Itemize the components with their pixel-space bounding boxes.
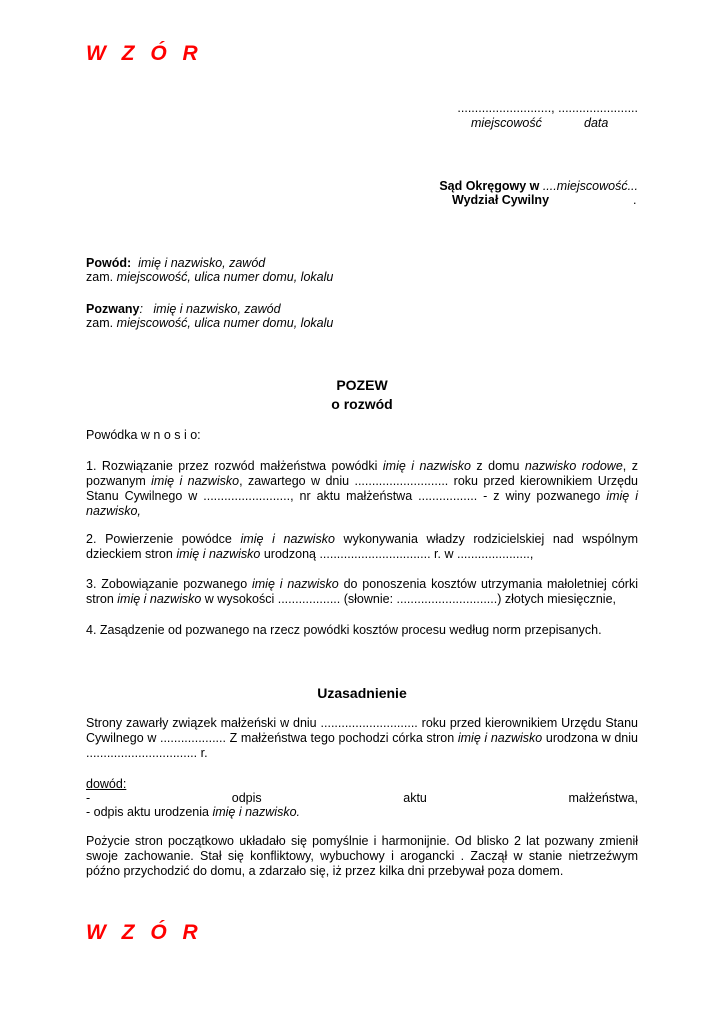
ev1-word-1: odpis bbox=[231, 791, 262, 805]
r1-text-b: imię i nazwisko bbox=[382, 459, 471, 473]
defendant-address-line bbox=[86, 316, 333, 331]
r1-text-h: imię i nazwisko bbox=[86, 489, 639, 518]
doc-subtitle: o rozwód bbox=[331, 396, 393, 412]
defendant-colon: : bbox=[139, 302, 143, 316]
watermark-top: W Z Ó R bbox=[86, 42, 203, 65]
justification-p1 bbox=[86, 716, 638, 761]
request-3 bbox=[86, 577, 638, 607]
date-label: data bbox=[584, 116, 609, 130]
plaintiff-address: miejscowość, ulica numer domu, lokalu bbox=[116, 270, 334, 284]
court-line bbox=[340, 179, 638, 194]
r2-text-d: imię i nazwisko bbox=[176, 547, 261, 561]
request-2 bbox=[86, 532, 638, 562]
ev1-word-3: małżeństwa, bbox=[568, 791, 638, 805]
ev2-text-c: . bbox=[296, 805, 301, 819]
ev2-text-b: imię i nazwisko bbox=[212, 805, 297, 819]
court-name: Sąd Okręgowy w bbox=[439, 179, 540, 193]
watermark-bottom: W Z Ó R bbox=[86, 921, 203, 944]
request-intro: Powódka w n o s i o: bbox=[86, 428, 201, 442]
r1-text-c: z domu bbox=[470, 459, 525, 473]
ev1-dash: - bbox=[86, 791, 91, 805]
court-place: ....miejscowość... bbox=[542, 179, 638, 193]
place-label: miejscowość bbox=[471, 116, 542, 130]
r1-text-a: 1. Rozwiązanie przez rozwód małżeństwa powódki bbox=[86, 459, 383, 473]
r2-text-a: 2. Powierzenie powódce bbox=[86, 532, 241, 546]
evidence-2 bbox=[86, 805, 300, 820]
justification-p2: Pożycie stron początkowo układało się pomyślnie i harmonijnie. Od blisko 2 lat pozwany zmienił swoje zachowanie. Stał się konfliktowy, wybuchowy i arogancki . Zaczął w stanie nietrzeźwym późno przychodzić do domu, a zdarzało się, iż przez kilka dni przebywał poza domem. bbox=[86, 834, 638, 878]
defendant-addr-prefix: zam. bbox=[86, 316, 114, 330]
ev2-text-a: - odpis aktu urodzenia bbox=[86, 805, 213, 819]
plaintiff-addr-prefix: zam. bbox=[86, 270, 114, 284]
evidence-label: dowód: bbox=[86, 777, 127, 791]
r1-text-i: , bbox=[137, 504, 141, 518]
defendant-name: imię i nazwisko, zawód bbox=[153, 302, 281, 316]
r2-text-c: wykonywania władzy rodzicielskiej nad wspólnym dzieckiem stron bbox=[86, 532, 638, 561]
defendant-label: Pozwany bbox=[86, 302, 140, 316]
request-4: 4. Zasądzenie od pozwanego na rzecz powódki kosztów procesu według norm przepisanych. bbox=[86, 623, 602, 637]
request-1 bbox=[86, 459, 638, 519]
plaintiff-name: imię i nazwisko, zawód bbox=[138, 256, 266, 270]
plaintiff-address-line bbox=[86, 270, 333, 285]
jp1-text-c: urodzona w dniu ................................ r. bbox=[86, 731, 638, 760]
defendant-address: miejscowość, ulica numer domu, lokalu bbox=[116, 316, 334, 330]
date-line: ..........................., ....................... bbox=[457, 101, 638, 115]
court-dot: . bbox=[633, 193, 637, 207]
jp1-text-b: imię i nazwisko bbox=[457, 731, 543, 745]
plaintiff-label: Powód: bbox=[86, 256, 132, 270]
justification-heading: Uzasadnienie bbox=[317, 685, 407, 701]
r2-text-e: urodzoną ................................ r. w ....................., bbox=[260, 547, 534, 561]
court-department: Wydział Cywilny bbox=[452, 193, 550, 207]
r2-text-b: imię i nazwisko bbox=[240, 532, 335, 546]
ev1-word-2: aktu bbox=[403, 791, 427, 805]
evidence-1 bbox=[86, 791, 638, 806]
r3-text-b: imię i nazwisko bbox=[251, 577, 339, 591]
jp1-text-a: Strony zawarły związek małżeński w dniu ............................ roku przed kierownikiem Urzędu Stanu Cywilnego w ................... Z małżeństwa tego pochodzi córka stron bbox=[86, 716, 638, 745]
r3-text-d: imię i nazwisko bbox=[117, 592, 202, 606]
r1-text-f: imię i nazwisko bbox=[151, 474, 240, 488]
r3-text-a: 3. Zobowiązanie pozwanego bbox=[86, 577, 252, 591]
r1-text-g: , zawartego w dniu ........................... roku przed kierownikiem Urzędu Stanu Cywilnego w ........................., nr aktu małżeństwa ................. - z winy pozwanego bbox=[86, 474, 638, 503]
r3-text-e: w wysokości .................. (słownie: .............................) złotych miesięcznie, bbox=[201, 592, 617, 606]
doc-title: POZEW bbox=[336, 377, 388, 393]
defendant-line bbox=[86, 302, 281, 317]
r1-text-e: , z pozwanym bbox=[86, 459, 638, 488]
r1-text-d: nazwisko rodowe bbox=[524, 459, 623, 473]
r3-text-c: do ponoszenia kosztów utrzymania małoletniej córki stron bbox=[86, 577, 638, 606]
plaintiff-line bbox=[86, 256, 265, 271]
